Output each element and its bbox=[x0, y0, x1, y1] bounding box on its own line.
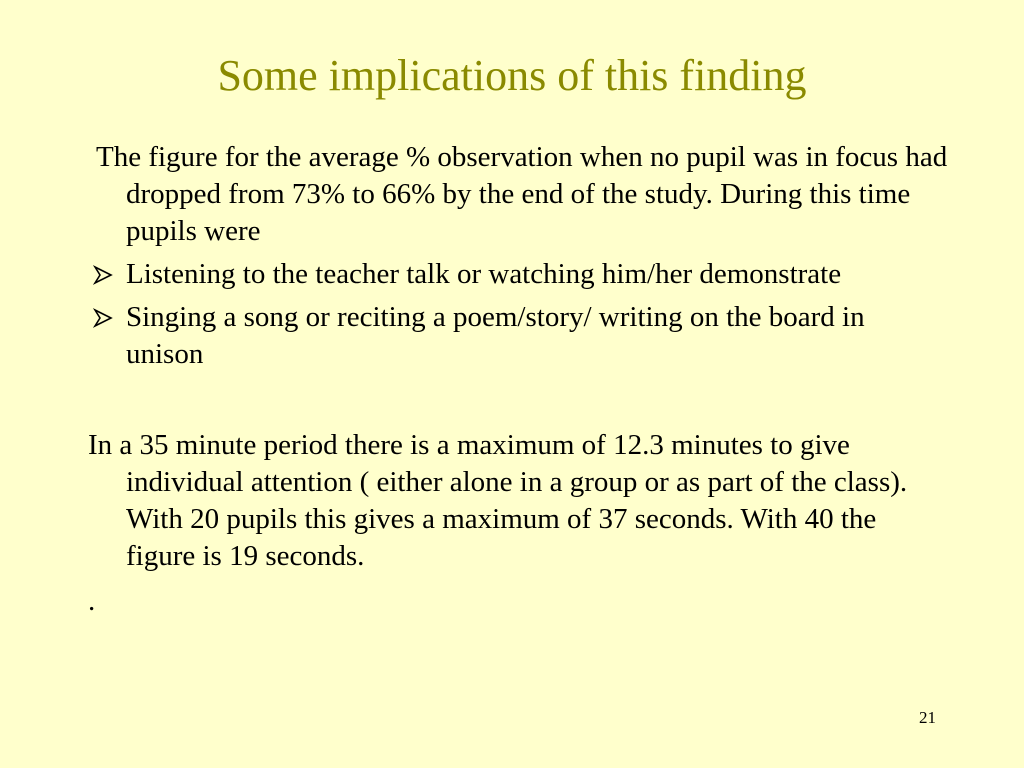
intro-paragraph: The figure for the average % observation when no pupil was in focus had dropped from 73% to 66% by the end of the study. During this time pupils were bbox=[96, 141, 948, 247]
bullet-item-singing bbox=[88, 299, 948, 373]
arrow-bullet-icon bbox=[90, 299, 120, 336]
second-paragraph: In a 35 minute period there is a maximum of 12.3 minutes to give individual attention ( either alone in a group or as part of the class). With 20 pupils this gives a maximum of 37 seconds. With 40 the figure is 19 seconds. bbox=[88, 429, 908, 572]
arrow-bullet-icon bbox=[90, 256, 120, 293]
bullet-item-listening bbox=[88, 256, 948, 293]
page-number: 21 bbox=[919, 708, 936, 727]
bullet-text: Listening to the teacher talk or watching him/her demonstrate bbox=[126, 258, 842, 290]
slide-title: Some implications of this finding bbox=[217, 51, 807, 100]
bullet-text: Singing a song or reciting a poem/story/ writing on the board in unison bbox=[126, 301, 865, 370]
spacer bbox=[88, 373, 948, 427]
slide-content bbox=[88, 139, 948, 620]
trailing-dot: . bbox=[88, 585, 96, 617]
